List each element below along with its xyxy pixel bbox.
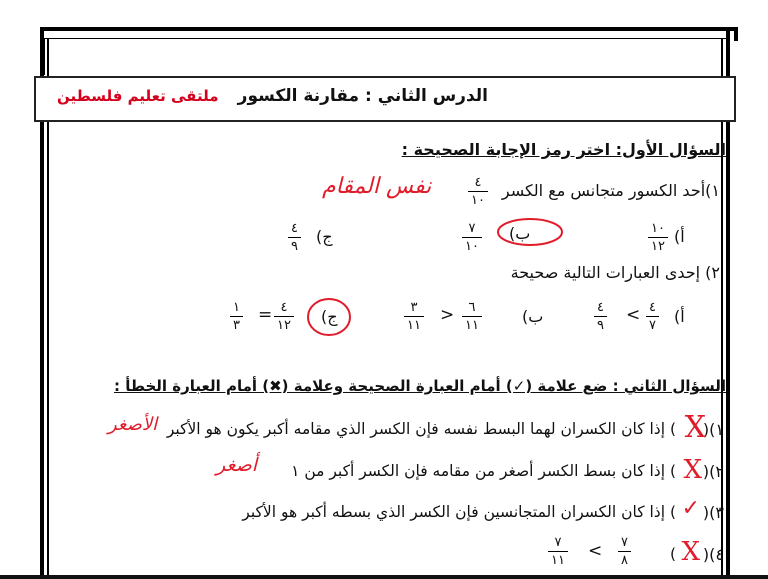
q2-item3-mark: ✓ — [681, 496, 700, 521]
q1-item2-option-b-label: ب) — [522, 307, 544, 326]
q2-item2-correction: أصغر — [216, 454, 258, 476]
question1-heading: السؤال الأول: اختر رمز الإجابة الصحيحة : — [401, 140, 726, 159]
q2-item1-text: ) إذا كان الكسران لهما البسط نفسه فإن الكسر الذي مقامه أكبر يكون هو الأكبر — [166, 420, 676, 438]
q2-item3-text: ) إذا كان الكسران المتجانسين فإن الكسر الذي بسطه أكبر هو الأكبر — [242, 503, 676, 521]
lesson-title: الدرس الثاني : مقارنة الكسور — [237, 86, 488, 106]
q2-item4-number: ٤)( — [702, 545, 724, 564]
q1-item2-option-a-left: ٤ ٩ — [594, 301, 607, 332]
answer-circle-b — [495, 216, 565, 248]
q1-item2-option-c-right: ١ ٣ — [230, 301, 243, 332]
q2-item3-number: ٣)( — [702, 503, 724, 522]
q2-item2-number: ٢)( — [702, 462, 724, 481]
q2-item2-text: ) إذا كان بسط الكسر أصغر من مقامه فإن الكسر أكبر من ١ — [291, 462, 676, 480]
q1-item2-option-b-left: ٣ ١١ — [404, 301, 424, 332]
q1-item1-option-c-fraction: ٤ ٩ — [288, 222, 301, 253]
q2-item4-left-fraction: ٧ ١١ — [548, 536, 568, 567]
question2-heading: السؤال الثاني : ضع علامة (✓) أمام العبارة الصحيحة وعلامة (✖) أمام العبارة الخطأ : — [113, 377, 726, 395]
q1-item2-option-a-operator: > — [626, 305, 641, 325]
q1-item1-option-c-label: ج) — [316, 227, 333, 246]
q1-item1-stem-fraction: ٤ ١٠ — [468, 176, 488, 207]
q1-item2-option-b-right: ٦ ١١ — [462, 301, 482, 332]
handwritten-note-same-denominator: نفس المقام — [322, 174, 432, 199]
q2-item4-right-fraction: ٧ ٨ — [618, 536, 631, 567]
q2-item1-correction: الأصغر — [108, 414, 158, 435]
page-border-inner-top — [44, 38, 728, 75]
page-bottom-edge — [0, 575, 768, 579]
forum-name: ملتقى تعليم فلسطين — [57, 87, 219, 105]
q1-item2-option-c-operator: = — [258, 305, 273, 325]
q1-item2-option-c-label: ج) — [321, 307, 338, 326]
q1-item1-option-a-fraction: ١٠ ١٢ — [648, 222, 668, 253]
q1-item1-option-b-label: ب) — [509, 224, 531, 243]
answer-circle-c — [305, 296, 353, 338]
q2-item4-close: ) — [669, 545, 676, 563]
q1-item2-option-b-operator: < — [440, 305, 455, 325]
q1-item2-option-a-label: أ) — [674, 307, 685, 326]
q1-item2-option-c-left: ٤ ١٢ — [274, 301, 294, 332]
q1-item1-option-b-fraction: ٧ ١٠ — [462, 222, 482, 253]
q1-item1-stem: ١)أحد الكسور متجانس مع الكسر — [501, 181, 720, 200]
q2-item1-mark: X — [684, 410, 706, 445]
q1-item2-option-a-right: ٤ ٧ — [646, 301, 659, 332]
q2-item4-operator: > — [588, 541, 603, 561]
q2-item1-number: ١)( — [702, 420, 724, 439]
q2-item2-mark: X — [683, 455, 702, 485]
q2-item4-mark: X — [681, 537, 700, 567]
q1-item2-stem: ٢) إحدى العبارات التالية صحيحة — [510, 263, 720, 282]
q1-item1-option-a-label: أ) — [674, 227, 685, 246]
